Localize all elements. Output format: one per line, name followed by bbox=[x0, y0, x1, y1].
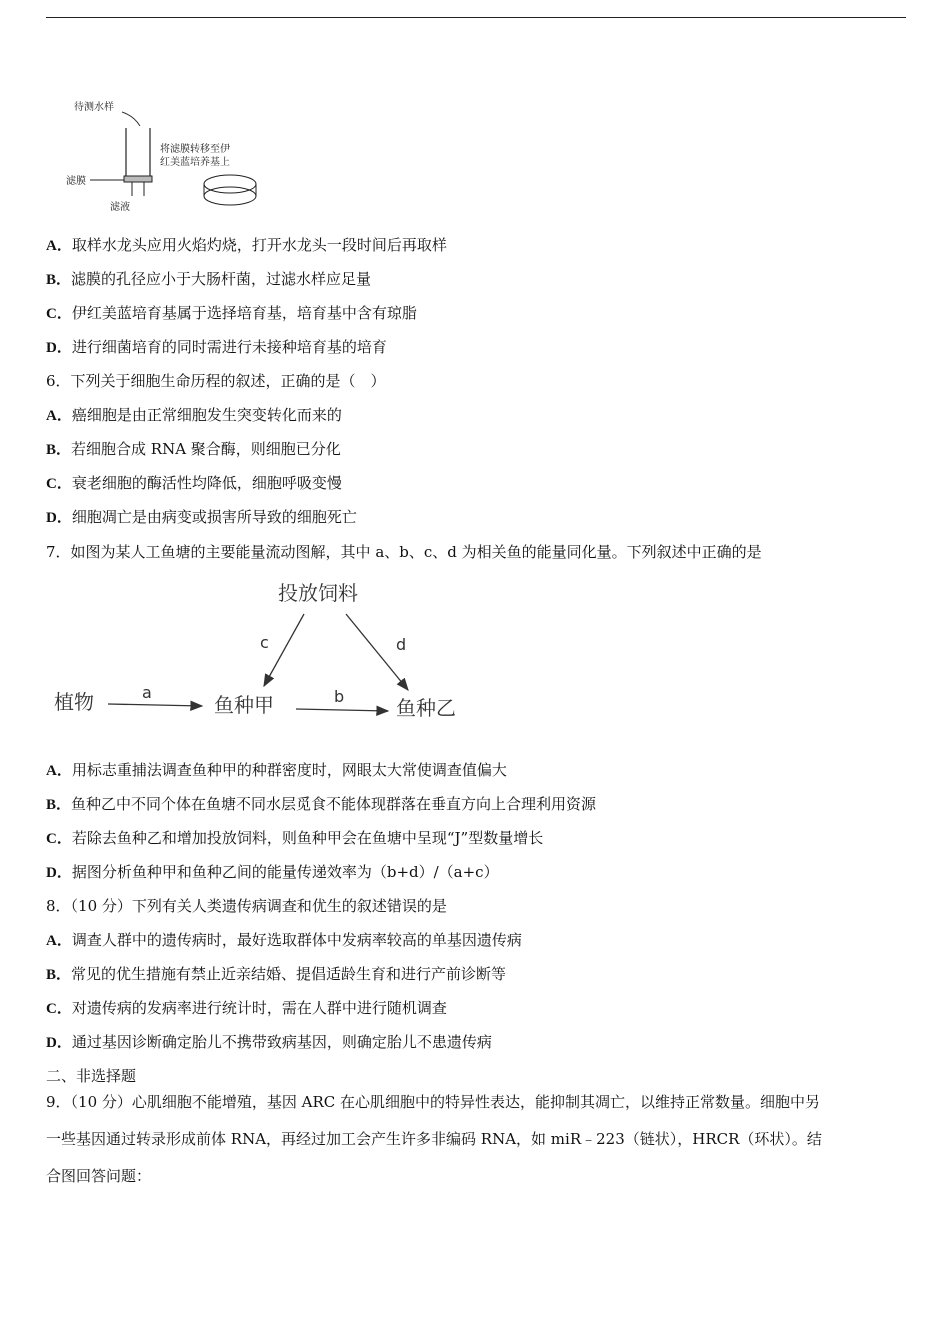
option-text: 通过基因诊断确定胎儿不携带致病基因，则确定胎儿不患遗传病 bbox=[71, 1033, 492, 1051]
q7-option-b bbox=[46, 794, 596, 815]
option-letter: D． bbox=[46, 510, 72, 526]
option-letter: B． bbox=[46, 967, 72, 983]
node-fish-a: 鱼种甲 bbox=[214, 693, 274, 717]
option-text: 用标志重捕法调查鱼种甲的种群密度时，网眼太大常使调查值偏大 bbox=[71, 761, 507, 779]
q8-option-d bbox=[46, 1032, 492, 1053]
option-letter: A． bbox=[46, 238, 72, 254]
q5-option-c bbox=[46, 303, 417, 324]
option-text: 癌细胞是由正常细胞发生突变转化而来的 bbox=[71, 406, 342, 424]
figure-label-transfer-2: 红美蓝培养基上 bbox=[160, 157, 230, 168]
option-text: 常见的优生措施有禁止近亲结婚、提倡适龄生育和进行产前诊断等 bbox=[71, 965, 507, 983]
option-letter: D． bbox=[46, 1035, 72, 1051]
q9-line-3: 合图回答问题： bbox=[46, 1167, 152, 1185]
option-letter: B． bbox=[46, 442, 72, 458]
filter-membrane bbox=[124, 176, 152, 182]
q5-option-a bbox=[46, 235, 447, 256]
option-letter: D． bbox=[46, 340, 72, 356]
option-text: 进行细菌培育的同时需进行未接种培育基的培育 bbox=[71, 338, 387, 356]
q9-line-1: 9．（10 分）心肌细胞不能增殖，基因 ARC 在心肌细胞中的特异性表达，能抑制其凋亡，以维持正常数量。细胞中另 bbox=[46, 1093, 821, 1111]
arrow-b bbox=[296, 709, 388, 711]
arrow-c bbox=[264, 614, 304, 686]
figure-label-transfer-1: 将滤膜转移至伊 bbox=[160, 144, 230, 155]
arrow-label-d: d bbox=[396, 635, 407, 654]
q6-option-a bbox=[46, 405, 342, 426]
option-letter: A． bbox=[46, 933, 72, 949]
arrow-a bbox=[108, 704, 202, 706]
q5-option-d bbox=[46, 337, 387, 358]
option-text: 调查人群中的遗传病时，最好选取群体中发病率较高的单基因遗传病 bbox=[71, 931, 522, 949]
q7-option-c bbox=[46, 828, 543, 849]
option-text: 若细胞合成 RNA 聚合酶，则细胞已分化 bbox=[71, 440, 341, 458]
option-text: 若除去鱼种乙和增加投放饲料，则鱼种甲会在鱼塘中呈现“J”型数量增长 bbox=[71, 829, 544, 847]
q6-option-c bbox=[46, 473, 342, 494]
petri-dish-lid bbox=[204, 175, 256, 193]
option-letter: C． bbox=[46, 831, 72, 847]
q6-option-b bbox=[46, 439, 341, 460]
option-letter: A． bbox=[46, 763, 72, 779]
option-text: 衰老细胞的酶活性均降低，细胞呼吸变慢 bbox=[71, 474, 342, 492]
pointer-line bbox=[122, 112, 140, 126]
option-text: 鱼种乙中不同个体在鱼塘不同水层觅食不能体现群落在垂直方向上合理利用资源 bbox=[71, 795, 597, 813]
q7-option-a bbox=[46, 760, 507, 781]
header-rule bbox=[46, 17, 906, 18]
figure-label-membrane: 滤膜 bbox=[66, 176, 86, 187]
q8-option-a bbox=[46, 930, 522, 951]
option-letter: C． bbox=[46, 1001, 72, 1017]
arrow-label-c: c bbox=[260, 633, 269, 652]
option-text: 据图分析鱼种甲和鱼种乙间的能量传递效率为（b+d）/（a+c） bbox=[71, 863, 499, 881]
q6-option-d bbox=[46, 507, 357, 528]
figure-label-filtrate: 滤液 bbox=[110, 202, 130, 213]
node-plant: 植物 bbox=[54, 690, 94, 714]
figure-label-sample: 待测水样 bbox=[74, 102, 114, 113]
arrow-label-a: a bbox=[142, 683, 152, 702]
option-letter: A． bbox=[46, 408, 72, 424]
option-text: 对遗传病的发病率进行统计时，需在人群中进行随机调查 bbox=[71, 999, 447, 1017]
section-title: 二、非选择题 bbox=[46, 1067, 137, 1085]
option-letter: C． bbox=[46, 476, 72, 492]
q7-option-d bbox=[46, 862, 499, 883]
filtration-figure bbox=[60, 92, 260, 222]
option-text: 取样水龙头应用火焰灼烧，打开水龙头一段时间后再取样 bbox=[71, 236, 447, 254]
option-letter: B． bbox=[46, 797, 72, 813]
option-text: 细胞凋亡是由病变或损害所导致的细胞死亡 bbox=[71, 508, 357, 526]
q8-stem: 8．（10 分）下列有关人类遗传病调查和优生的叙述错误的是 bbox=[46, 897, 447, 915]
node-fish-b: 鱼种乙 bbox=[396, 696, 456, 720]
option-letter: B． bbox=[46, 272, 72, 288]
q9-line-2: 一些基因通过转录形成前体 RNA，再经过加工会产生许多非编码 RNA，如 miR﹣223（链状），HRCR（环状）。结 bbox=[46, 1130, 822, 1148]
q5-option-b bbox=[46, 269, 371, 290]
node-feed: 投放饲料 bbox=[278, 581, 358, 605]
option-letter: C． bbox=[46, 306, 72, 322]
option-letter: D． bbox=[46, 865, 72, 881]
option-text: 滤膜的孔径应小于大肠杆菌，过滤水样应足量 bbox=[71, 270, 372, 288]
energy-flow-diagram bbox=[40, 572, 480, 732]
petri-dish-base bbox=[204, 187, 256, 205]
arrow-label-b: b bbox=[334, 687, 345, 706]
q7-stem: 7．如图为某人工鱼塘的主要能量流动图解，其中 a、b、c、d 为相关鱼的能量同化量。下列叙述中正确的是 bbox=[46, 543, 762, 561]
q8-option-c bbox=[46, 998, 447, 1019]
q6-stem: 6．下列关于细胞生命历程的叙述，正确的是（ ） bbox=[46, 372, 386, 390]
q8-option-b bbox=[46, 964, 506, 985]
option-text: 伊红美蓝培育基属于选择培育基，培育基中含有琼脂 bbox=[71, 304, 417, 322]
